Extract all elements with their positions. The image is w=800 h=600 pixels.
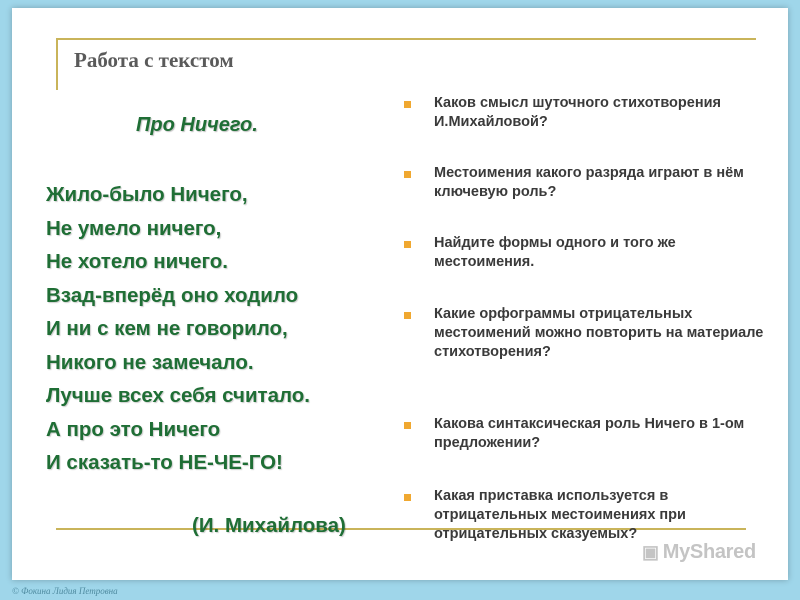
poem-title: Про Ничего.	[136, 114, 258, 136]
bullet-icon	[404, 171, 411, 178]
question-item	[404, 305, 764, 362]
poem-line: И ни с кем не говорило,	[46, 317, 288, 340]
bullet-icon	[404, 422, 411, 429]
frame-line-top	[56, 38, 756, 40]
poem-line: Не хотело ничего.	[46, 250, 228, 273]
bullet-icon	[404, 241, 411, 248]
question-item	[404, 94, 764, 132]
poem-line: И сказать-то НЕ-ЧЕ-ГО!	[46, 451, 283, 474]
frame-line-left	[56, 38, 58, 90]
question-text: Местоимения какого разряда играют в нём ключевую роль?	[434, 165, 744, 200]
poem-line: Никого не замечало.	[46, 350, 254, 374]
question-item	[404, 234, 764, 272]
poem-line: Жило-было Ничего,	[46, 183, 248, 206]
slide	[12, 8, 788, 580]
poem-line: Взад-вперёд оно ходило	[46, 283, 299, 307]
footer-credit: © Фокина Лидия Петровна	[12, 586, 118, 596]
question-text: Найдите формы одного и того же местоимения.	[434, 235, 676, 270]
poem-line: А про это Ничего	[46, 417, 221, 441]
question-text: Какова синтаксическая роль Ничего в 1-ом предложении?	[434, 416, 745, 451]
question-item	[404, 487, 764, 544]
poem-line: Лучше всех себя считало.	[46, 384, 310, 407]
question-item	[404, 415, 764, 453]
question-text: Какие орфограммы отрицательных местоимений можно повторить на материале стихотворения?	[434, 306, 764, 360]
question-text: Какая приставка используется в отрицательных местоимениях при отрицательных сказуемых?	[434, 488, 686, 542]
question-item	[404, 164, 764, 202]
watermark	[642, 541, 756, 564]
bullet-icon	[404, 494, 411, 501]
watermark-logo-icon: ▣	[642, 542, 659, 562]
poem-author: (И. Михайлова)	[192, 514, 346, 537]
poem-line: Не умело ничего,	[46, 216, 222, 240]
poem-body	[46, 178, 310, 480]
watermark-text: MyShared	[662, 541, 756, 563]
question-text: Каков смысл шуточного стихотворения И.Михайловой?	[434, 95, 721, 130]
bullet-icon	[404, 312, 411, 319]
slide-title: Работа с текстом	[74, 48, 234, 72]
bullet-icon	[404, 101, 411, 108]
